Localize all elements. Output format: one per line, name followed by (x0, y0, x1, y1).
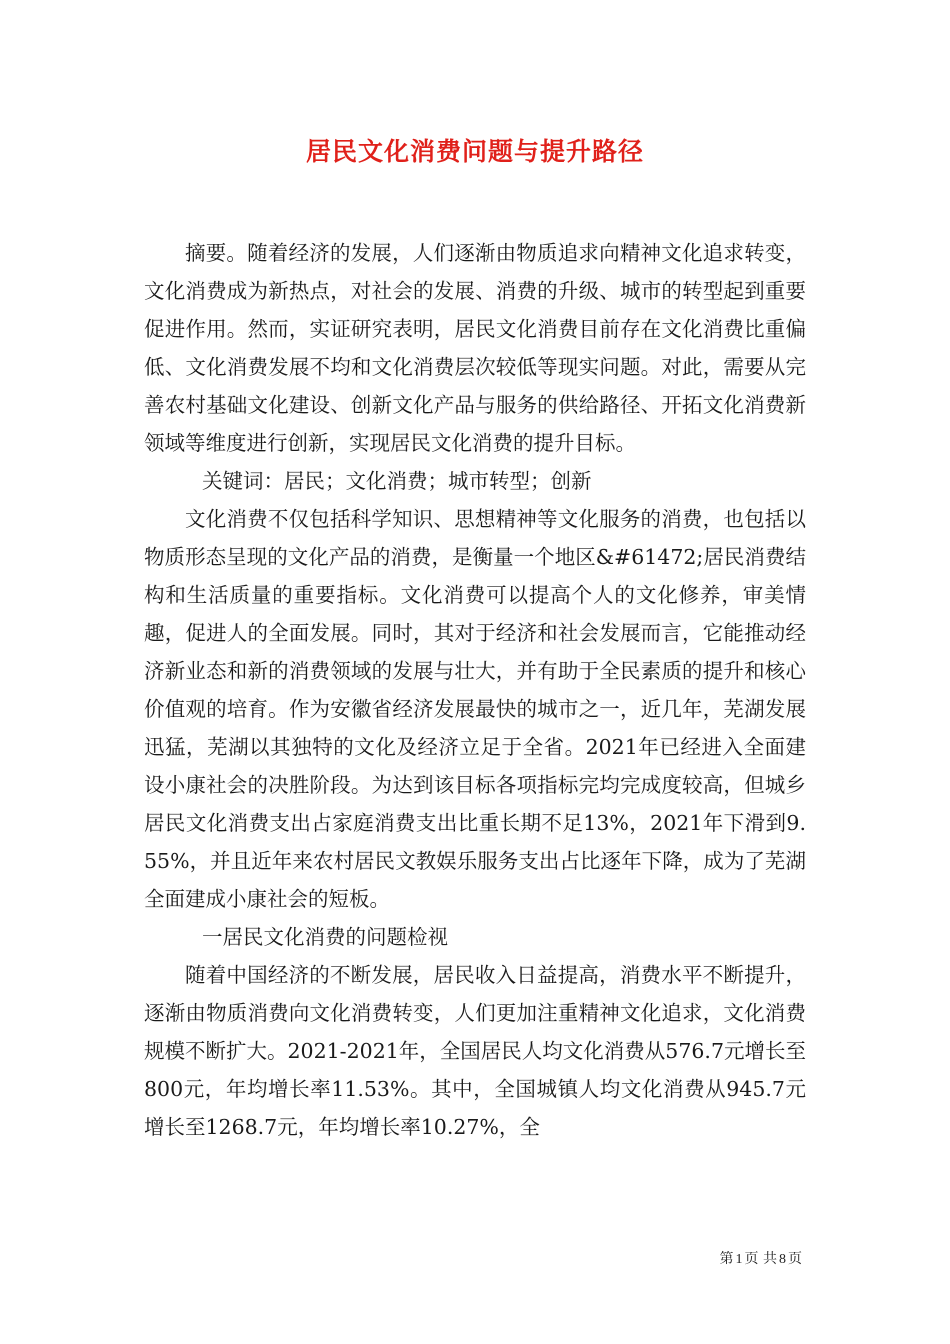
document-body (144, 234, 806, 1146)
footer-middle: 页 共 (744, 1251, 777, 1267)
keywords-paragraph: 关键词：居民；文化消费；城市转型；创新 (202, 469, 592, 493)
abstract-paragraph: 摘要。随着经济的发展，人们逐渐由物质追求向精神文化追求转变，文化消费成为新热点，对社会的发展、消费的升级、城市的转型起到重要促进作用。然而，实证研究表明，居民文化消费目前存在文化消费比重偏低、文化消费发展不均和文化消费层次较低等现实问题。对此，需要从完善农村基础文化建设、创新文化产品与服务的供给路径、开拓文化消费新领域等维度进行创新，实现居民文化消费的提升目标。 (144, 241, 806, 455)
intro-paragraph: 文化消费不仅包括科学知识、思想精神等文化服务的消费，也包括以物质形态呈现的文化产品的消费，是衡量一个地区&#61472;居民消费结构和生活质量的重要指标。文化消费可以提高个人的文化修养，审美情趣，促进人的全面发展。同时，其对于经济和社会发展而言，它能推动经济新业态和新的消费领域的发展与壮大，并有助于全民素质的提升和核心价值观的培育。作为安徽省经济发展最快的城市之一，近几年，芜湖发展迅猛，芜湖以其独特的文化及经济立足于全省。2021年已经进入全面建设小康社会的决胜阶段。为达到该目标各项指标完均完成度较高，但城乡居民文化消费支出占家庭消费支出比重长期不足13%，2021年下滑到9.55%，并且近年来农村居民文教娱乐服务支出占比逐年下降，成为了芜湖全面建成小康社会的短板。 (144, 507, 806, 911)
document-title: 居民文化消费问题与提升路径 (305, 137, 644, 166)
footer-total-pages: 8 (779, 1252, 786, 1267)
footer-prefix: 第 (719, 1251, 734, 1267)
page-footer (720, 1248, 802, 1268)
footer-page-number: 1 (735, 1252, 743, 1267)
footer-suffix: 页 (788, 1251, 802, 1267)
section-heading: 一居民文化消费的问题检视 (202, 925, 448, 949)
section-body-paragraph: 随着中国经济的不断发展，居民收入日益提高，消费水平不断提升，逐渐由物质消费向文化消费转变，人们更加注重精神文化追求，文化消费规模不断扩大。2021-2021年，全国居民人均文化消费从576.7元增长至800元，年均增长率11.53%。其中，全国城镇人均文化消费从945.7元增长至1268.7元，年均增长率10.27%，全 (144, 963, 806, 1139)
